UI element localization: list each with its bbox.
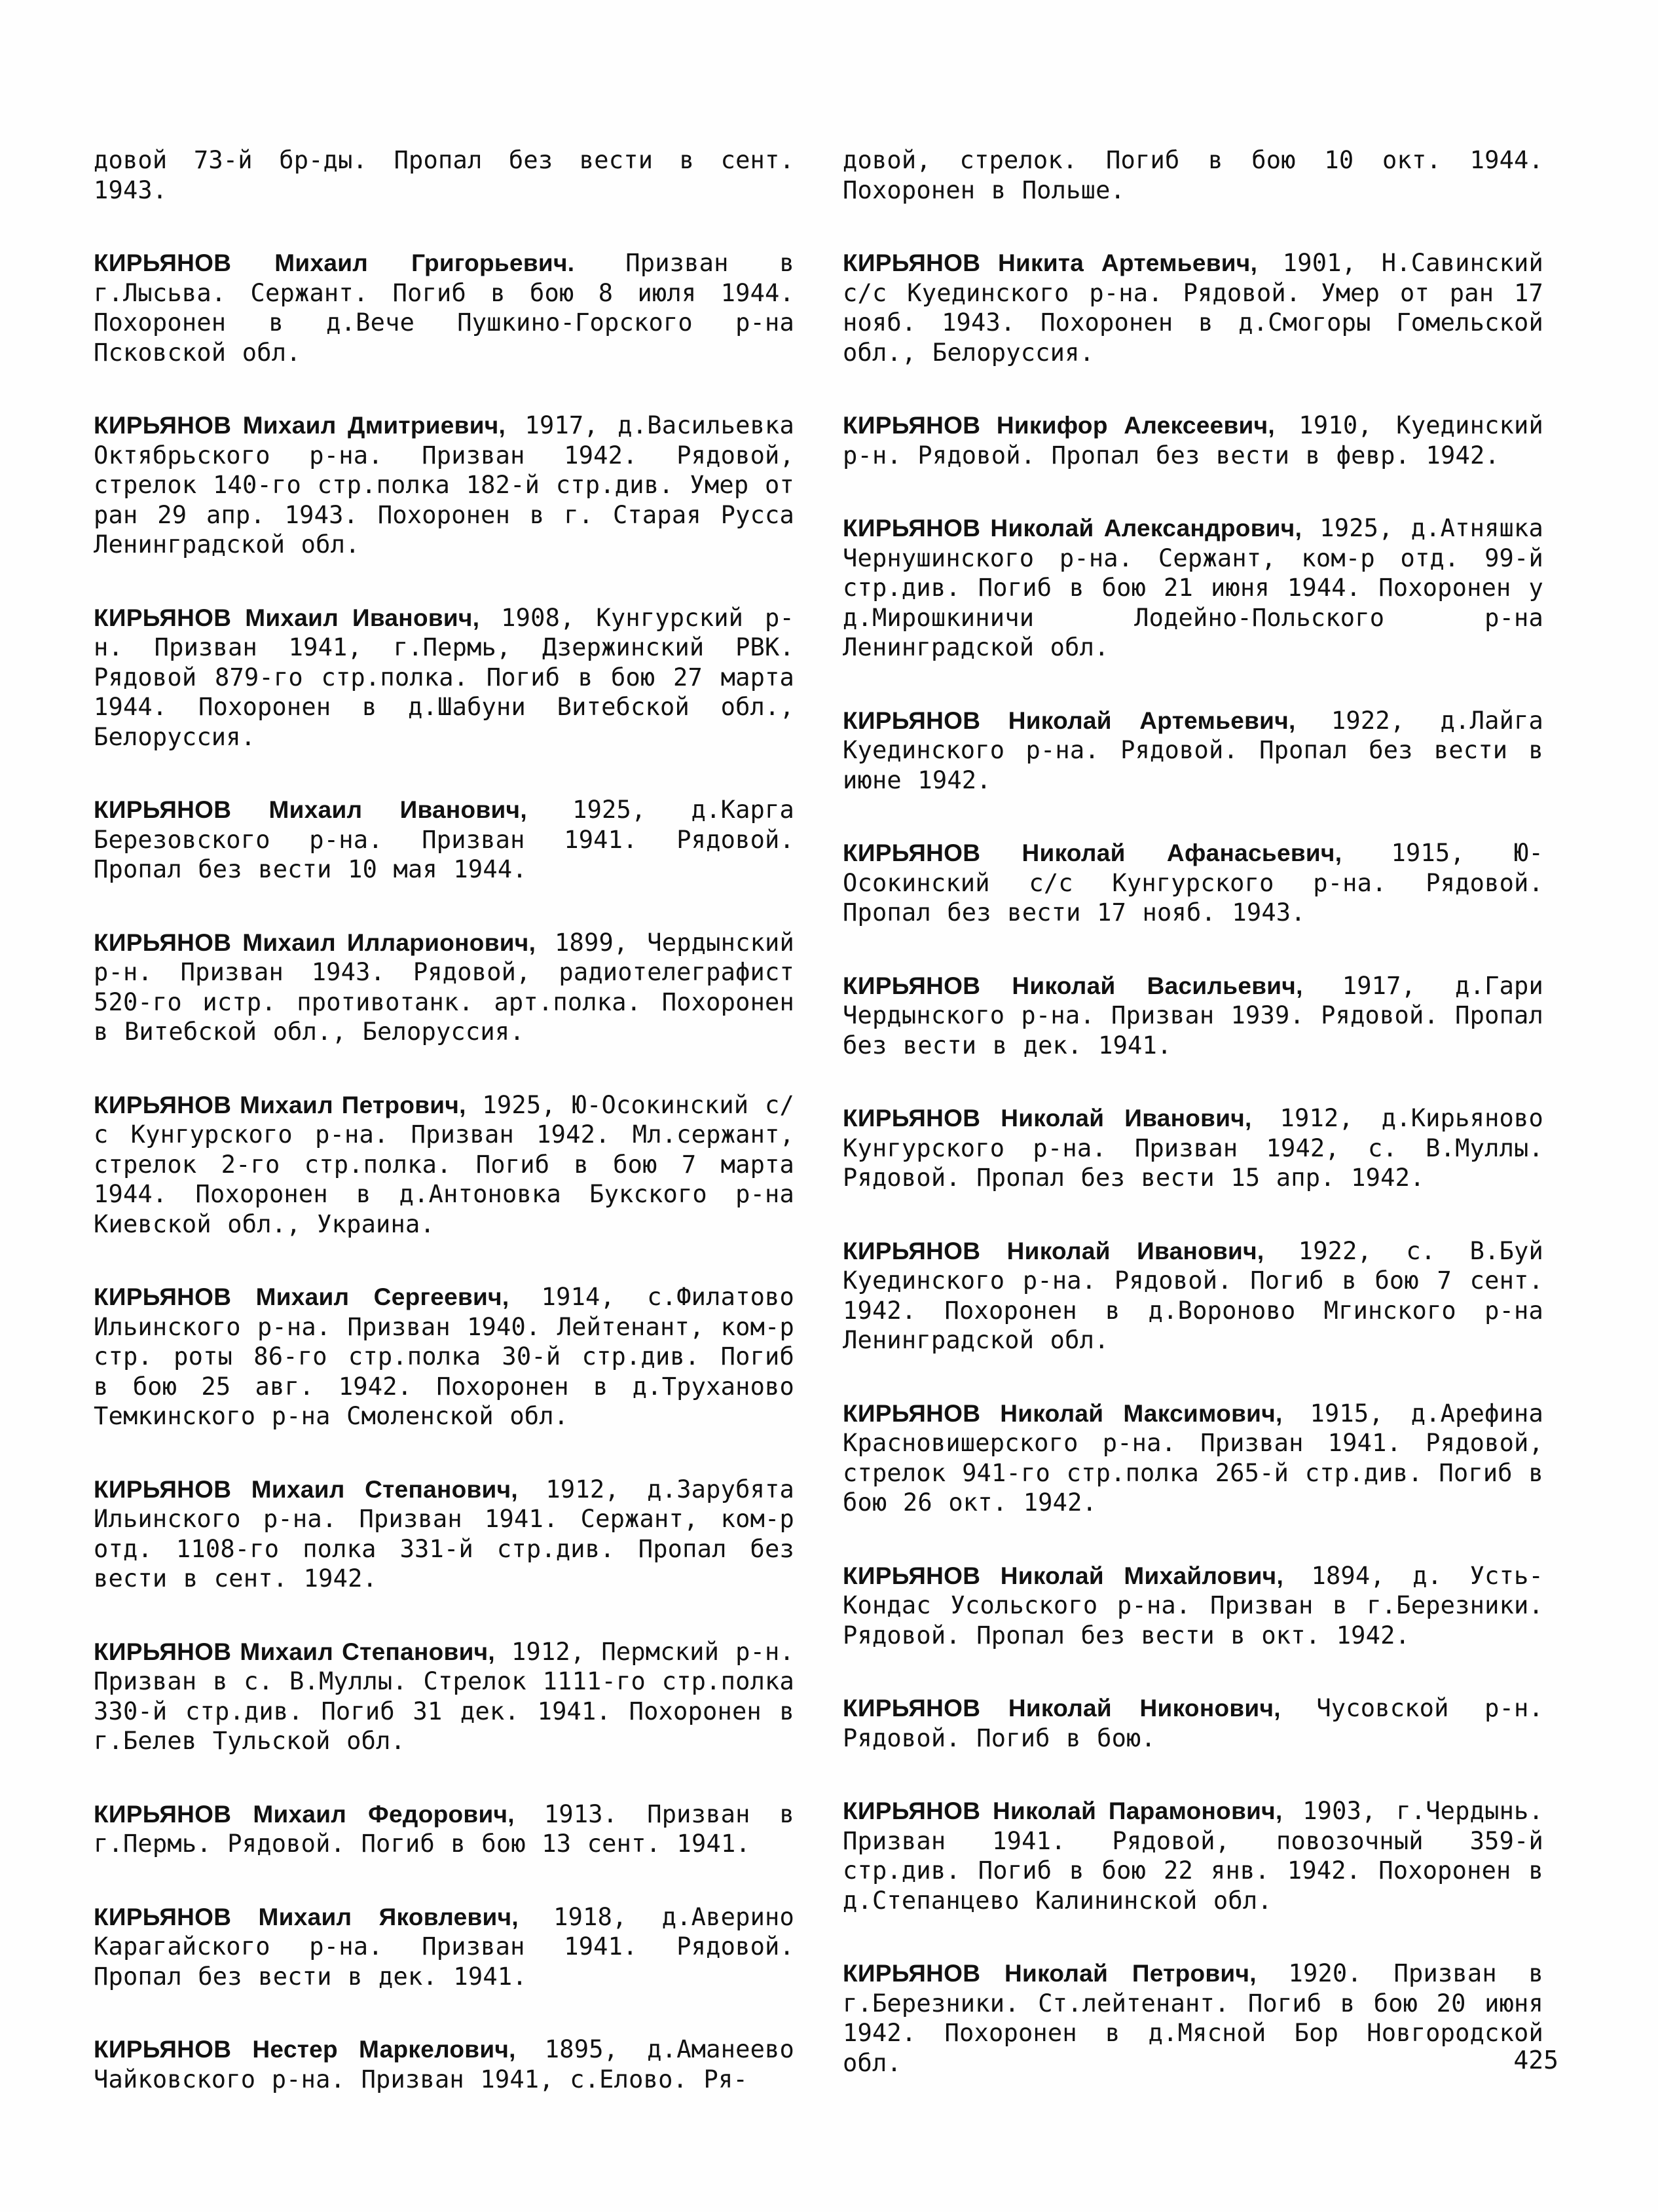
entry-text: 1915, д.Арефина Красновишерского р-на. Призван 1941. Рядовой, стрелок 941-го стр.полка 265-й стр.див. Погиб в бою 26 окт. 1942. xyxy=(843,1399,1543,1517)
left-column xyxy=(94,145,794,2137)
entry xyxy=(843,838,1543,928)
entry-text: довой 73-й бр-ды. Пропал без вести в сент. 1943. xyxy=(94,146,794,204)
entry xyxy=(94,1090,794,1240)
entry xyxy=(843,1399,1543,1518)
entry-text: 1895, д.Аманеево Чайковского р-на. Призван 1941, с.Елово. Ря- xyxy=(94,2035,794,2093)
entry-name: КИРЬЯНОВ Михаил Степанович, xyxy=(94,1475,518,1503)
entry-name: КИРЬЯНОВ Николай Иванович, xyxy=(843,1105,1252,1132)
entry xyxy=(94,795,794,885)
entry-name: КИРЬЯНОВ Михаил Степанович, xyxy=(94,1638,496,1665)
entry xyxy=(94,1799,794,1859)
entry-name: КИРЬЯНОВ Михаил Яковлевич, xyxy=(94,1903,519,1930)
entry-text: 1910, Куединский р-н. Рядовой. Пропал без вести в февр. 1942. xyxy=(843,411,1543,470)
entry-text: 1912, Пермский р-н. Призван в с. В.Муллы. Стрелок 1111-го стр.полка 330-й стр.див. Погиб 31 дек. 1941. Похоронен в г.Белев Тульской обл. xyxy=(94,1637,794,1755)
entry xyxy=(843,411,1543,470)
entry-text: 1894, д. Усть-Кондас Усольского р-на. Призван в г.Березники. Рядовой. Пропал без вести в окт. 1942. xyxy=(843,1561,1544,1650)
entry-name: КИРЬЯНОВ Михаил Федорович, xyxy=(94,1800,515,1828)
entry-text: 1917, д.Гари Чердынского р-на. Призван 1939. Рядовой. Пропал без вести в дек. 1941. xyxy=(843,971,1543,1060)
entry xyxy=(843,248,1543,367)
entry-text: 1914, с.Филатово Ильинского р-на. Призван 1940. Лейтенант, ком-р стр. роты 86-го стр.полка 30-й стр.див. Погиб в бою 25 авг. 1942. Похоронен в д.Труханово Темкинского р-на Смоленской обл. xyxy=(94,1283,794,1430)
entry-name: КИРЬЯНОВ Николай Афанасьевич, xyxy=(843,839,1342,866)
entry-text: 1918, д.Аверино Карагайского р-на. Призван 1941. Рядовой. Пропал без вести в дек. 1941. xyxy=(94,1902,794,1991)
entry xyxy=(94,603,794,752)
entry xyxy=(843,1693,1543,1753)
entry xyxy=(843,145,1543,205)
entry-name: КИРЬЯНОВ Никифор Алексеевич, xyxy=(843,412,1275,439)
entry xyxy=(94,1902,794,1992)
entry-text: 1913. Призван в г.Пермь. Рядовой. Погиб в бою 13 сент. 1941. xyxy=(94,1799,794,1858)
entry xyxy=(94,928,794,1047)
right-column xyxy=(843,145,1543,2121)
entry-name: КИРЬЯНОВ Михаил Григорьевич. xyxy=(94,249,575,276)
entry xyxy=(94,411,794,560)
entry-name: КИРЬЯНОВ Михаил Петрович, xyxy=(94,1091,466,1118)
entry-text: 1901, Н.Савинский с/с Куединского р-на. Рядовой. Умер от ран 17 нояб. 1943. Похоронен в д.Смогоры Гомельской обл., Белоруссия. xyxy=(843,249,1543,367)
entry-text: Чусовской р-н. Рядовой. Погиб в бою. xyxy=(843,1694,1543,1752)
entry-name: КИРЬЯНОВ Михаил Сергеевич, xyxy=(94,1283,509,1310)
entry-name: КИРЬЯНОВ Михаил Иванович, xyxy=(94,796,527,823)
entry xyxy=(94,1637,794,1756)
entry xyxy=(843,1959,1543,2078)
entry xyxy=(843,1561,1543,1651)
entry-name: КИРЬЯНОВ Нестер Маркелович, xyxy=(94,2036,516,2063)
entry-name: КИРЬЯНОВ Николай Парамонович, xyxy=(843,1797,1283,1824)
entry-name: КИРЬЯНОВ Николай Артемьевич, xyxy=(843,707,1296,734)
entry xyxy=(94,1282,794,1431)
entry-name: КИРЬЯНОВ Николай Петрович, xyxy=(843,1960,1257,1987)
entry-name: КИРЬЯНОВ Михаил Дмитриевич, xyxy=(94,412,506,439)
entry xyxy=(843,1796,1543,1915)
entry xyxy=(94,2035,794,2094)
entry-name: КИРЬЯНОВ Николай Иванович, xyxy=(843,1237,1264,1264)
entry-name: КИРЬЯНОВ Николай Васильевич, xyxy=(843,972,1303,999)
entry xyxy=(94,1475,794,1594)
entry-text: 1922, д.Лайга Куединского р-на. Рядовой. Пропал без вести в июне 1942. xyxy=(843,706,1543,794)
entry-name: КИРЬЯНОВ Николай Никонович, xyxy=(843,1695,1281,1722)
entry-text: 1912, д.Кирьяново Кунгурского р-на. Призван 1942, с. В.Муллы. Рядовой. Пропал без вести 15 апр. 1942. xyxy=(843,1104,1543,1192)
entry-text: 1925, Ю-Осокинский с/с Кунгурского р-на. Призван 1942. Мл.сержант, стрелок 2-го стр.полка. Погиб в бою 7 марта 1944. Похоронен в д.Антоновка Букского р-на Киевской обл., Украина. xyxy=(94,1090,794,1238)
entry-text: 1912, д.Зарубята Ильинского р-на. Призван 1941. Сержант, ком-р отд. 1108-го полка 331-й стр.див. Пропал без вести в сент. 1942. xyxy=(94,1475,794,1593)
entry xyxy=(843,1236,1543,1355)
entry-name: КИРЬЯНОВ Никита Артемьевич, xyxy=(843,249,1258,276)
entry-text: 1920. Призван в г.Березники. Ст.лейтенант. Погиб в бою 20 июня 1942. Похоронен в д.Мясной Бор Новгородской обл. xyxy=(843,1959,1543,2077)
entry xyxy=(843,513,1543,663)
entry-text: 1915, Ю-Осокинский с/с Кунгурского р-на. Рядовой. Пропал без вести 17 нояб. 1943. xyxy=(843,839,1543,927)
entry xyxy=(94,248,794,367)
entry xyxy=(843,706,1543,796)
entry xyxy=(843,971,1543,1061)
entry-name: КИРЬЯНОВ Михаил Иванович, xyxy=(94,604,480,631)
entry-text: довой, стрелок. Погиб в бою 10 окт. 1944. Похоронен в Польше. xyxy=(843,146,1543,204)
entry-text: Призван в г.Лысьва. Сержант. Погиб в бою 8 июля 1944. Похоронен в д.Вече Пушкино-Горского р-на Псковской обл. xyxy=(94,249,794,367)
entry-text: 1917, д.Васильевка Октябрьского р-на. Призван 1942. Рядовой, стрелок 140-го стр.полка 182-й стр.див. Умер от ран 29 апр. 1943. Похоронен в г. Старая Русса Ленинградской обл. xyxy=(94,411,794,559)
entry-text: 1899, Чердынский р-н. Призван 1943. Рядовой, радиотелеграфист 520-го истр. противотанк. арт.полка. Похоронен в Витебской обл., Белоруссия. xyxy=(94,928,795,1046)
entry-text: 1908, Кунгурский р-н. Призван 1941, г.Пермь, Дзержинский РВК. Рядовой 879-го стр.полка. Погиб в бою 27 марта 1944. Похоронен в д.Шабуни Витебской обл., Белоруссия. xyxy=(94,603,794,751)
entry-text: 1925, д.Атняшка Чернушинского р-на. Сержант, ком-р отд. 99-й стр.див. Погиб в бою 21 июня 1944. Похоронен у д.Мирошкиничи Лодейно-Польского р-на Ленинградской обл. xyxy=(843,514,1543,661)
entry xyxy=(843,1103,1543,1193)
entry-name: КИРЬЯНОВ Николай Максимович, xyxy=(843,1399,1283,1427)
entry-text: 1925, д.Карга Березовского р-на. Призван 1941. Рядовой. Пропал без вести 10 мая 1944. xyxy=(94,796,794,883)
entry-name: КИРЬЯНОВ Николай Михайлович, xyxy=(843,1562,1284,1589)
entry-name: КИРЬЯНОВ Николай Александрович, xyxy=(843,515,1302,542)
page-number: 425 xyxy=(1513,2046,1558,2074)
entry-text: 1903, г.Чердынь. Призван 1941. Рядовой, повозочный 359-й стр.див. Погиб в бою 22 янв. 1942. Похоронен в д.Степанцево Калининской обл. xyxy=(843,1797,1543,1915)
entry-text: 1922, с. В.Буй Куединского р-на. Рядовой. Погиб в бою 7 сент. 1942. Похоронен в д.Вороново Мгинского р-на Ленинградской обл. xyxy=(843,1236,1543,1354)
entry-name: КИРЬЯНОВ Михаил Илларионович, xyxy=(94,929,536,956)
entry xyxy=(94,145,794,205)
